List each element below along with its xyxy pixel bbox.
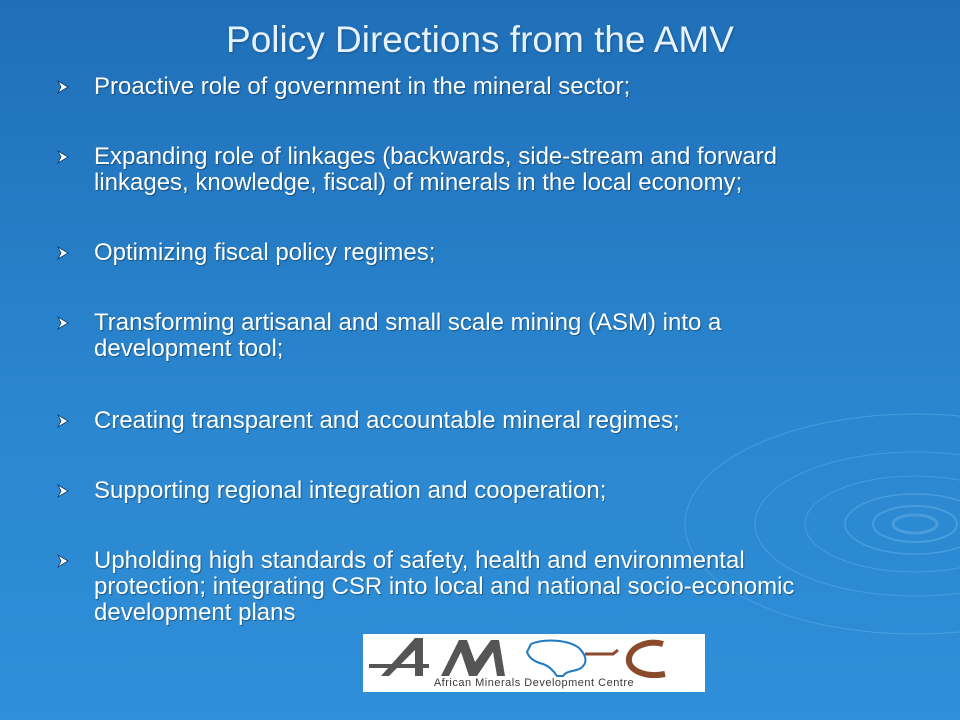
bullet-text: Expanding role of linkages (backwards, side-stream and forward linkages, knowledge, fiscal) of minerals in the local economy; [94,143,778,196]
bullet-item [56,240,936,266]
slide-title: Policy Directions from the AMV [226,19,734,60]
logo-caption: African Minerals Development Centre [433,677,635,689]
amdc-wordmark-icon [363,634,705,678]
amdc-logo [363,634,705,692]
bullet-text: Upholding high standards of safety, health and environmental protection; integrating CSR into local and national socio-economic development plans [94,547,795,626]
bullet-item [56,408,936,434]
arrow-bullet-icon [56,144,94,196]
bullet-text: Optimizing fiscal policy regimes; [94,239,436,266]
bullet-item [56,144,936,196]
arrow-bullet-icon [56,408,94,434]
bullet-item [56,478,936,504]
arrow-bullet-icon [56,240,94,266]
arrow-bullet-icon [56,548,94,626]
bullet-text: Supporting regional integration and cooperation; [94,477,607,504]
bullet-item [56,310,936,362]
bullet-text: Proactive role of government in the mineral sector; [94,73,631,100]
bullet-text: Transforming artisanal and small scale mining (ASM) into a development tool; [94,309,722,362]
arrow-bullet-icon [56,478,94,504]
bullet-text: Creating transparent and accountable mineral regimes; [94,407,680,434]
arrow-bullet-icon [56,310,94,362]
arrow-bullet-icon [56,74,94,100]
bullet-item [56,548,936,626]
bullet-item [56,74,936,100]
